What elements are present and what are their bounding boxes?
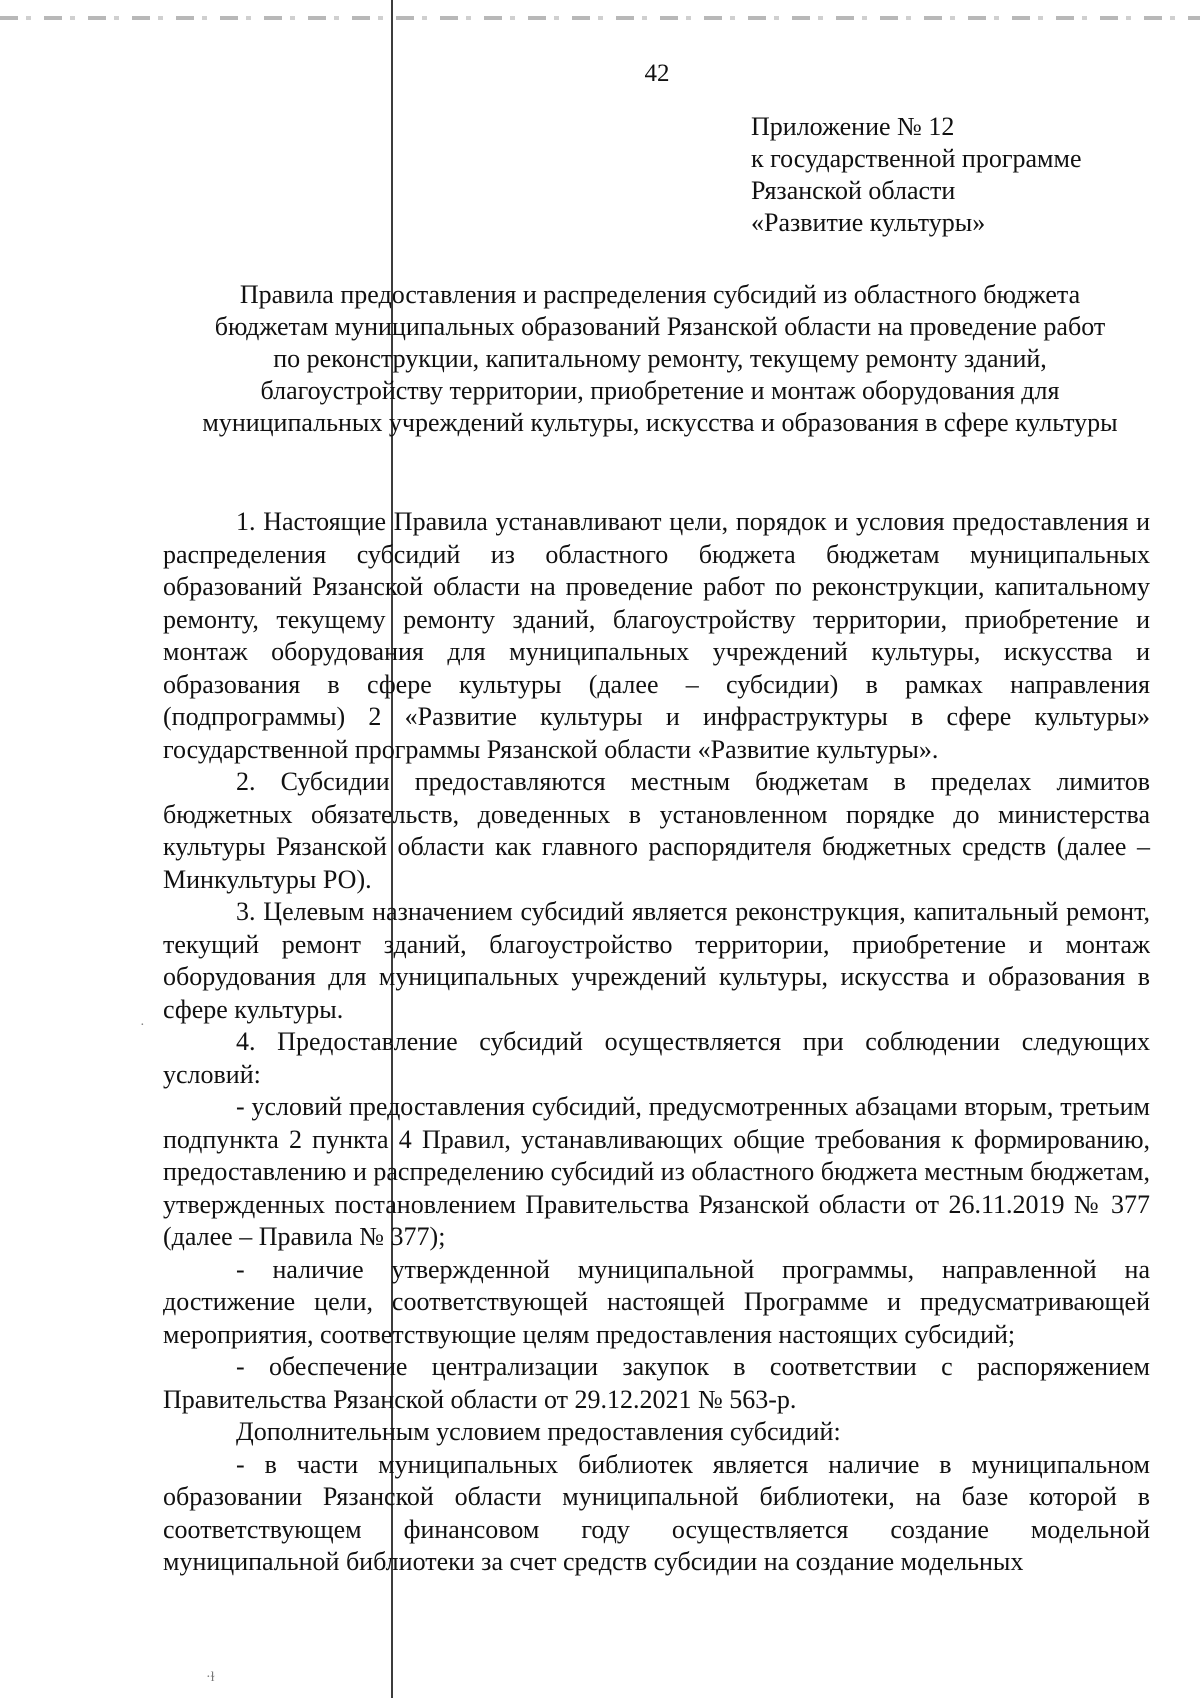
paragraph: 4. Предоставление субсидий осуществляется при соблюдении следующих условий:	[163, 1027, 1150, 1089]
paragraph: Дополнительным условием предоставления субсидий:	[236, 1417, 841, 1446]
appendix-line: к государственной программе	[751, 144, 1082, 173]
document-title: Правила предоставления и распределения субсидий из областного бюджета бюджетам муниципальных образований Рязанской области на проведение работ по реконструкции, капитальному ремонту, текущему ремонту зданий, благоустройству территории, приобретение и монтаж оборудования для муниципальных учреждений культуры, искусства и образования в сфере культуры	[202, 280, 1118, 437]
paragraph: - в части муниципальных библиотек является наличие в муниципальном образовании Рязанской области муниципальной библиотеки, на базе которой в соответствующем финансовом году осуществляется создание модельной муниципальной библиотеки за счет средств субсидии на создание модельных	[163, 1449, 1150, 1576]
paragraph: 3. Целевым назначением субсидий является реконструкция, капитальный ремонт, текущий ремонт зданий, благоустройство территории, приобретение и монтаж оборудования для муниципальных учреждений культуры, искусства и образования в сфере культуры.	[163, 897, 1150, 1024]
page-number: 42	[644, 60, 670, 87]
appendix-line: Рязанской области	[751, 176, 956, 205]
paragraph: 1. Настоящие Правила устанавливают цели, порядок и условия предоставления и распределения субсидий из областного бюджета бюджетам муниципальных образований Рязанской области на проведение работ по реконструкции, капитальному ремонту, текущему ремонту зданий, благоустройству территории, приобретение и монтаж оборудования для муниципальных учреждений культуры, искусства и образования в сфере культуры (далее – субсидии) в рамках направления (подпрограммы) 2 «Развитие культуры и инфраструктуры в сфере культуры» государственной программы Рязанской области «Развитие культуры».	[163, 507, 1150, 764]
appendix-header	[751, 111, 1082, 239]
document-body	[163, 506, 1150, 1579]
scan-speck: ·ɫ	[206, 1670, 215, 1685]
paragraph: - обеспечение централизации закупок в соответствии с распоряжением Правительства Рязанской области от 29.12.2021 № 563-р.	[163, 1352, 1150, 1414]
appendix-line: «Развитие культуры»	[751, 208, 986, 237]
paragraph: - условий предоставления субсидий, предусмотренных абзацами вторым, третьим подпункта 2 пункта 4 Правил, устанавливающих общие требования к формированию, предоставлению и распределению субсидий из областного бюджета местным бюджетам, утвержденных постановлением Правительства Рязанской области от 26.11.2019 № 377 (далее – Правила № 377);	[163, 1092, 1151, 1251]
paragraph: 2. Субсидии предоставляются местным бюджетам в пределах лимитов бюджетных обязательств, доведенных в установленном порядке до министерства культуры Рязанской области как главного распорядителя бюджетных средств (далее – Минкультуры РО).	[163, 767, 1150, 894]
scan-speck: ·	[140, 1018, 145, 1033]
appendix-line: Приложение № 12	[751, 112, 955, 141]
paragraph: - наличие утвержденной муниципальной программы, направленной на достижение цели, соответствующей настоящей Программе и предусматривающей мероприятия, соответствующие целям предоставления настоящих субсидий;	[163, 1254, 1150, 1349]
scan-artifact-top	[0, 16, 1200, 20]
